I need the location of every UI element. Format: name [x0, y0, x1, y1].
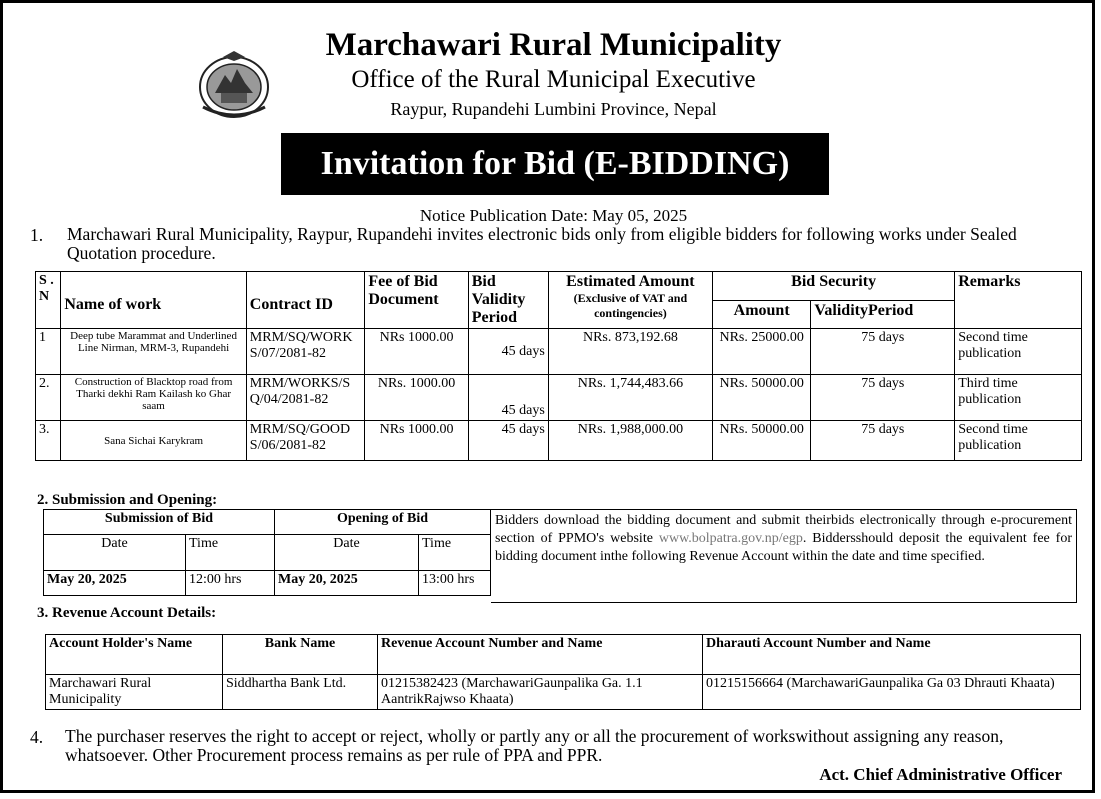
table-row — [36, 329, 1082, 375]
col-holder: Account Holder's Name — [46, 635, 223, 675]
cell-bank: Siddhartha Bank Ltd. — [223, 675, 378, 710]
col-contract: Contract ID — [246, 272, 365, 329]
col-name: Name of work — [61, 272, 246, 329]
submission-instructions — [491, 509, 1077, 603]
cell-fee: NRs 1000.00 — [365, 329, 468, 375]
cell-contract: MRM/WORKS/S Q/04/2081-82 — [246, 375, 365, 421]
works-header-row — [36, 272, 1082, 301]
col-fee: Fee of Bid Document — [365, 272, 468, 329]
table-row — [36, 375, 1082, 421]
col-dharauti: Dharauti Account Number and Name — [703, 635, 1081, 675]
cell-sec-validity: 75 days — [811, 329, 955, 375]
cell-contract: MRM/SQ/WORK S/07/2081-82 — [246, 329, 365, 375]
cell-sn: 1 — [36, 329, 61, 375]
point-1-number: 1. — [30, 225, 44, 245]
section-2-title: 2. Submission and Opening: — [37, 492, 218, 508]
office-subtitle: Office of the Rural Municipal Executive — [351, 66, 756, 93]
sub-time-label: Time — [186, 535, 275, 571]
col-estimate-note: (Exclusive of VAT and contingencies) — [573, 291, 688, 320]
col-revenue: Revenue Account Number and Name — [378, 635, 703, 675]
ppmo-link[interactable]: www.bolpatra.gov.np/egp — [658, 531, 803, 546]
municipality-title: Marchawari Rural Municipality — [325, 27, 782, 63]
cell-sec-amount: NRs. 50000.00 — [713, 375, 811, 421]
cell-validity: 45 days — [468, 421, 548, 461]
cell-sec-amount: NRs. 25000.00 — [713, 329, 811, 375]
office-address: Raypur, Rupandehi Lumbini Province, Nepal — [390, 99, 717, 119]
instructions-part-a: Bidders download the bidding document and submit theirbids electronically through e-procurement section of PPMO's website — [495, 513, 1072, 546]
cell-holder: Marchawari Rural Municipality — [46, 675, 223, 710]
col-validity: Bid Validity Period — [468, 272, 548, 329]
cell-contract: MRM/SQ/GOOD S/06/2081-82 — [246, 421, 365, 461]
submission-opening-table — [43, 509, 491, 596]
open-time-label: Time — [419, 535, 491, 571]
cell-dharauti: 01215156664 (MarchawariGaunpalika Ga 03 Dhrauti Khaata) — [703, 675, 1081, 710]
cell-validity: 45 days — [468, 375, 548, 421]
cell-estimate: NRs. 1,744,483.66 — [548, 375, 712, 421]
open-time-value: 13:00 hrs — [419, 571, 491, 596]
sub-date-value: May 20, 2025 — [44, 571, 186, 596]
table-row — [36, 421, 1082, 461]
cell-sec-validity: 75 days — [811, 375, 955, 421]
cell-name: Sana Sichai Karykram — [61, 421, 246, 461]
submission-header: Submission of Bid — [44, 510, 275, 535]
col-sn: S . N — [36, 272, 61, 329]
cell-validity: 45 days — [468, 329, 548, 375]
revenue-account-table — [45, 634, 1081, 710]
publication-date: Notice Publication Date: May 05, 2025 — [419, 206, 688, 225]
cell-sn: 3. — [36, 421, 61, 461]
cell-name: Construction of Blacktop road from Tharki dekhi Ram Kailash ko Ghar saam — [61, 375, 246, 421]
col-security: Bid Security — [713, 272, 955, 301]
point-4-number: 4. — [30, 727, 44, 747]
works-table — [35, 271, 1082, 461]
cell-name: Deep tube Marammat and Underlined Line Nirman, MRM-3, Rupandehi — [61, 329, 246, 375]
cell-remarks: Second time publication — [955, 421, 1082, 461]
point-1-text: Marchawari Rural Municipality, Raypur, Rupandehi invites electronic bids only from eligible bidders for following works under Sealed Quotation procedure. — [67, 224, 1017, 263]
cell-fee: NRs. 1000.00 — [365, 375, 468, 421]
sub-date-label: Date — [44, 535, 186, 571]
notice-banner: Invitation for Bid (E-BIDDING) — [281, 133, 829, 195]
point-4-text: The purchaser reserves the right to accept or reject, wholly or partly any or all the procurement of workswithout assigning any reason, whatsoever. Other Procurement process remains as per rule of PPA and PPR. — [65, 726, 1004, 765]
cell-fee: NRs 1000.00 — [365, 421, 468, 461]
col-sec-amount: Amount — [713, 300, 811, 329]
col-estimate — [548, 272, 712, 329]
cell-remarks: Third time publication — [955, 375, 1082, 421]
opening-header: Opening of Bid — [275, 510, 491, 535]
open-date-label: Date — [275, 535, 419, 571]
cell-sn: 2. — [36, 375, 61, 421]
col-sec-validity: ValidityPeriod — [811, 300, 955, 329]
cell-revenue: 01215382423 (MarchawariGaunpalika Ga. 1.1 AantrikRajwso Khaata) — [378, 675, 703, 710]
section-3-title: 3. Revenue Account Details: — [37, 605, 217, 621]
cell-estimate: NRs. 1,988,000.00 — [548, 421, 712, 461]
signature-title: Act. Chief Administrative Officer — [819, 765, 1062, 784]
cell-estimate: NRs. 873,192.68 — [548, 329, 712, 375]
sub-time-value: 12:00 hrs — [186, 571, 275, 596]
cell-remarks: Second time publication — [955, 329, 1082, 375]
col-remarks: Remarks — [955, 272, 1082, 329]
col-estimate-title: Estimated Amount — [566, 273, 695, 290]
col-bank: Bank Name — [223, 635, 378, 675]
instructions-part-b: . Biddersshould deposit the equivalent fee for bidding document inthe following Revenue Account within the date and time specified. — [495, 531, 1072, 564]
open-date-value: May 20, 2025 — [275, 571, 419, 596]
cell-sec-validity: 75 days — [811, 421, 955, 461]
cell-sec-amount: NRs. 50000.00 — [713, 421, 811, 461]
